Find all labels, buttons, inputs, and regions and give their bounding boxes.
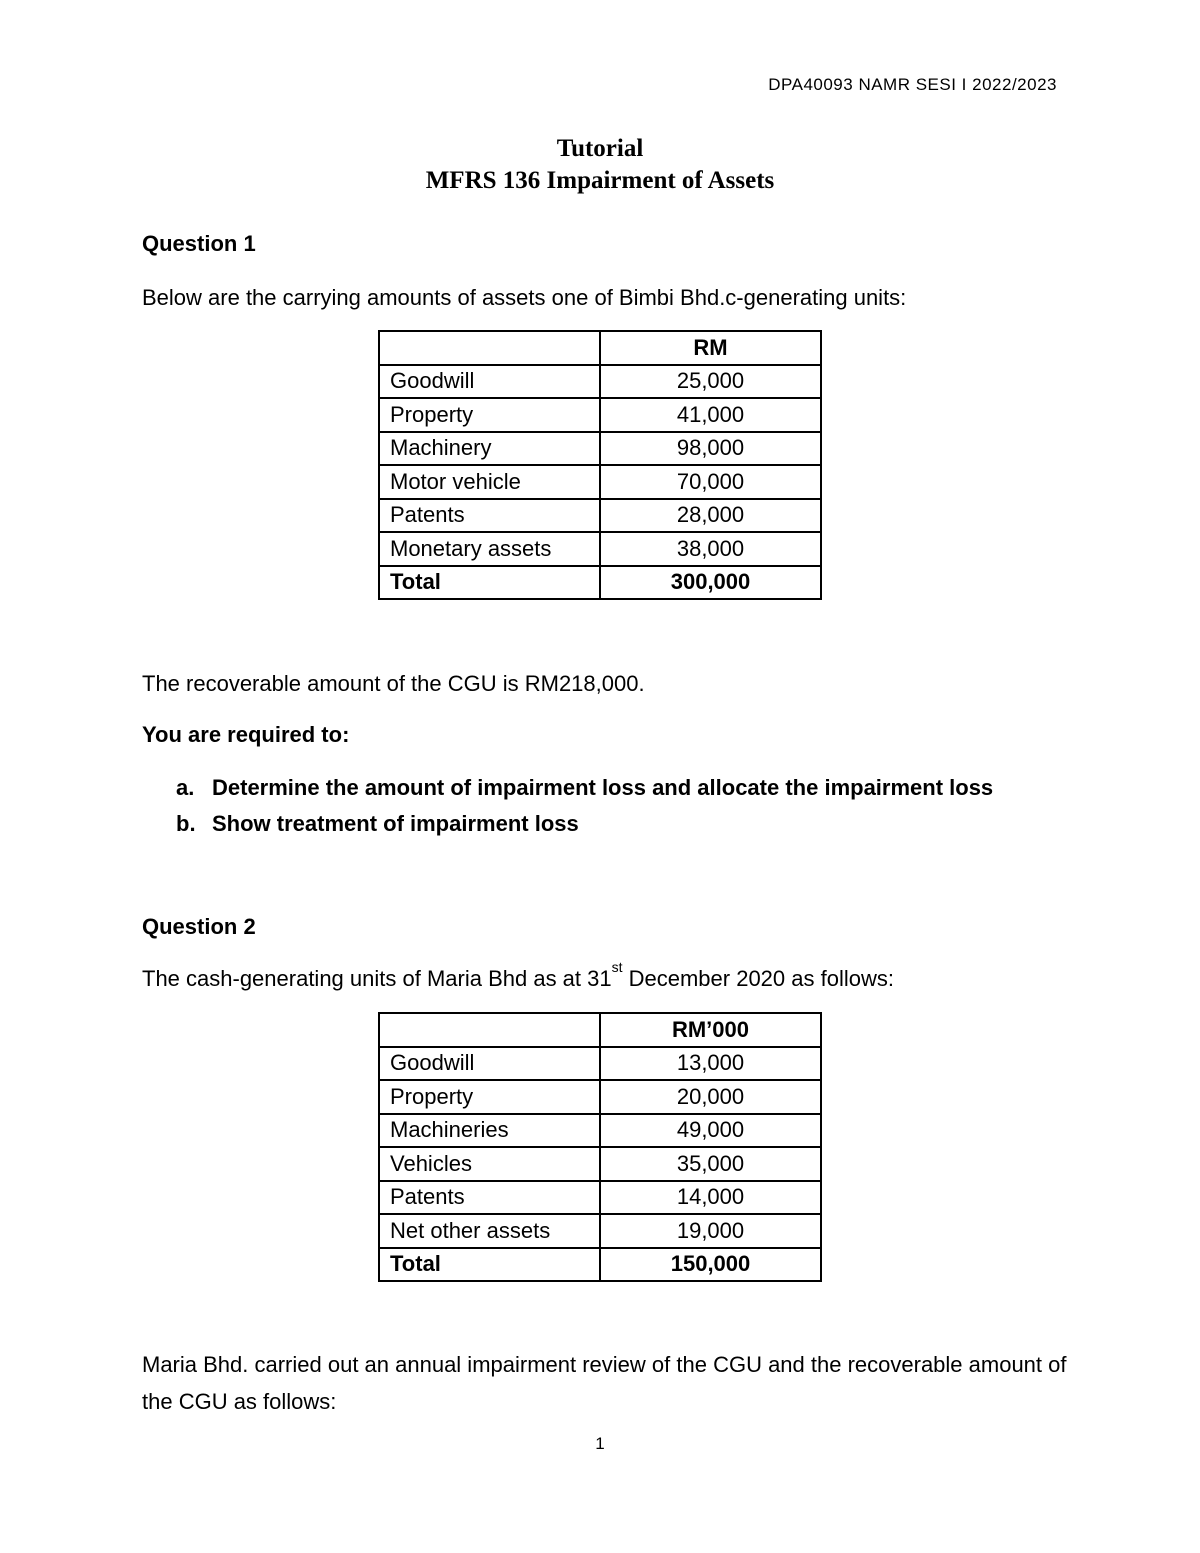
table-header-label — [379, 1013, 600, 1047]
asset-label: Monetary assets — [379, 532, 600, 566]
asset-value: 14,000 — [600, 1181, 821, 1215]
document-title — [0, 133, 1200, 197]
table-row — [379, 398, 821, 432]
total-value: 300,000 — [600, 566, 821, 600]
table-header-row — [379, 1013, 821, 1047]
table-row — [379, 1181, 821, 1215]
table-row — [379, 1080, 821, 1114]
question-1-heading: Question 1 — [142, 231, 256, 256]
asset-label: Patents — [379, 1181, 600, 1215]
question-2-table — [378, 1012, 822, 1282]
table-total-row — [379, 566, 821, 600]
asset-label: Motor vehicle — [379, 465, 600, 499]
question-1-table — [378, 330, 822, 600]
asset-label: Property — [379, 398, 600, 432]
asset-label: Patents — [379, 499, 600, 533]
title-line-tutorial: Tutorial — [556, 135, 644, 162]
task-text: Show treatment of impairment loss — [212, 811, 579, 836]
table-row — [379, 432, 821, 466]
asset-value: 35,000 — [600, 1147, 821, 1181]
table-row — [379, 1047, 821, 1081]
table-row — [379, 465, 821, 499]
question-1-task-list — [176, 770, 993, 842]
table-header-label — [379, 331, 600, 365]
asset-value: 49,000 — [600, 1114, 821, 1148]
table-row — [379, 1147, 821, 1181]
table-header-value: RM’000 — [600, 1013, 821, 1047]
table-header-row — [379, 331, 821, 365]
asset-label: Machinery — [379, 432, 600, 466]
question-2-review-text: Maria Bhd. carried out an annual impairment review of the CGU and the recoverable amount of the CGU as follows: — [142, 1352, 1067, 1414]
list-item — [176, 770, 993, 806]
page-number: 1 — [595, 1434, 605, 1453]
asset-value: 13,000 — [600, 1047, 821, 1081]
total-value: 150,000 — [600, 1248, 821, 1282]
question-1-recoverable-amount: The recoverable amount of the CGU is RM218,000. — [142, 671, 645, 696]
asset-label: Net other assets — [379, 1214, 600, 1248]
asset-value: 38,000 — [600, 532, 821, 566]
task-text: Determine the amount of impairment loss and allocate the impairment loss — [212, 775, 994, 800]
asset-label: Vehicles — [379, 1147, 600, 1181]
total-label: Total — [379, 1248, 600, 1282]
table-header-value: RM — [600, 331, 821, 365]
total-label: Total — [379, 566, 600, 600]
title-line-subject: MFRS 136 Impairment of Assets — [425, 167, 775, 194]
intro-text-after: December 2020 as follows: — [622, 966, 894, 991]
table-row — [379, 1114, 821, 1148]
asset-value: 19,000 — [600, 1214, 821, 1248]
task-letter: b. — [176, 811, 196, 836]
table-total-row — [379, 1248, 821, 1282]
asset-label: Goodwill — [379, 365, 600, 399]
question-2-intro — [142, 960, 1072, 997]
list-item — [176, 806, 993, 842]
asset-value: 41,000 — [600, 398, 821, 432]
asset-value: 70,000 — [600, 465, 821, 499]
page-header: DPA40093 NAMR SESI I 2022/2023 — [768, 75, 1057, 94]
intro-text-before: The cash-generating units of Maria Bhd as at 31 — [142, 966, 612, 991]
ordinal-suffix: st — [611, 959, 623, 975]
table-row — [379, 1214, 821, 1248]
task-letter: a. — [176, 775, 195, 800]
table-row — [379, 532, 821, 566]
table-row — [379, 365, 821, 399]
asset-label: Property — [379, 1080, 600, 1114]
table-row — [379, 499, 821, 533]
asset-value: 28,000 — [600, 499, 821, 533]
asset-value: 25,000 — [600, 365, 821, 399]
asset-label: Goodwill — [379, 1047, 600, 1081]
asset-label: Machineries — [379, 1114, 600, 1148]
asset-value: 20,000 — [600, 1080, 821, 1114]
question-1-intro: Below are the carrying amounts of assets one of Bimbi Bhd.c-generating units: — [142, 285, 907, 310]
question-2-heading: Question 2 — [142, 914, 256, 939]
question-1-required-label: You are required to: — [142, 722, 350, 747]
asset-value: 98,000 — [600, 432, 821, 466]
